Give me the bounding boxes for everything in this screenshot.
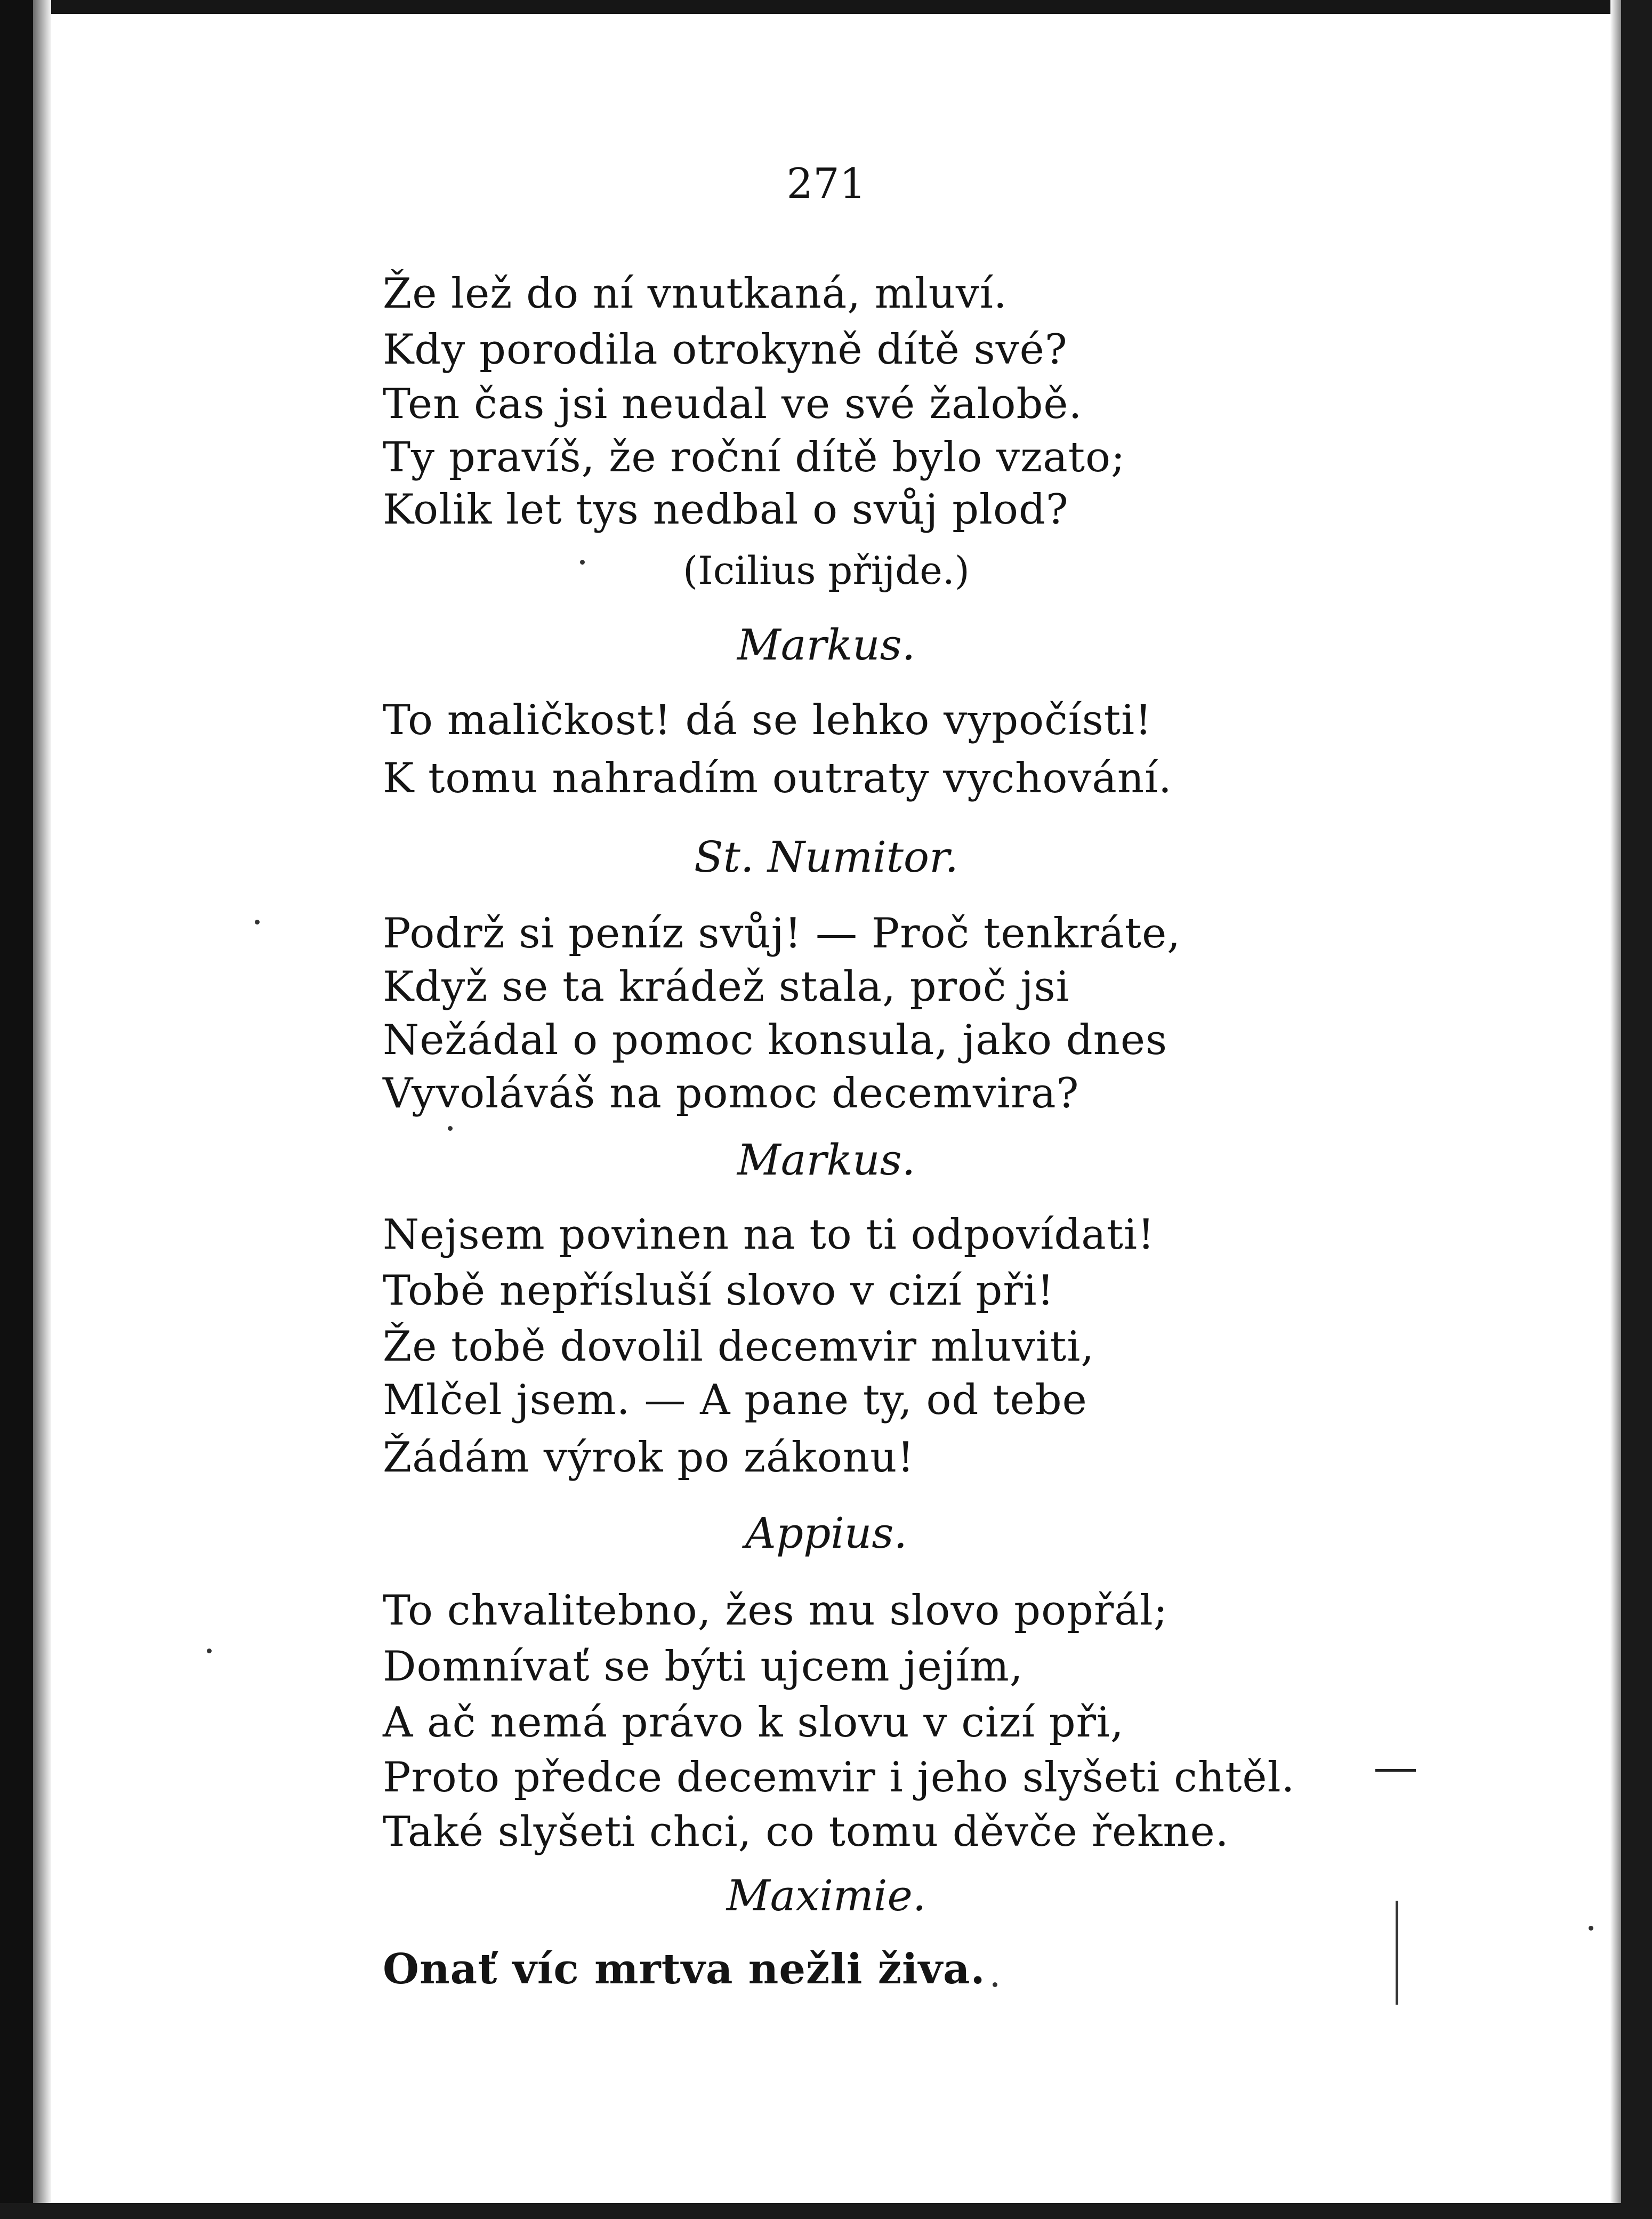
verse-line: Také slyšeti chci, co tomu děvče řekne.: [383, 1808, 1229, 1856]
verse-line: Ty pravíš, že roční dítě bylo vzato;: [383, 433, 1126, 481]
verse-line: Onať víc mrtva nežli živa.: [383, 1945, 986, 1993]
verse-line: Vyvoláváš na pomoc decemvira?: [383, 1070, 1079, 1117]
verse-line: K tomu nahradím outraty vychování.: [383, 754, 1172, 802]
ink-speck: [448, 1126, 453, 1131]
speaker-name: Appius.: [745, 1508, 907, 1558]
verse-line: Kdy porodila otrokyně dítě své?: [383, 326, 1068, 374]
verse-line: Že tobě dovolil decemvir mluviti,: [383, 1323, 1095, 1371]
speaker-name: St. Numitor.: [694, 832, 958, 882]
verse-line: A ač nemá právo k slovu v cizí při,: [383, 1699, 1124, 1747]
verse-line: To maličkost! dá se lehko vypočísti!: [383, 696, 1153, 744]
verse-line: Žádám výrok po zákonu!: [383, 1434, 915, 1482]
ink-speck: [1589, 1926, 1593, 1931]
speaker-name: Maximie.: [726, 1871, 926, 1920]
verse-line: Mlčel jsem. — A pane ty, od tebe: [383, 1376, 1087, 1424]
verse-line: Domnívať se býti ujcem jejím,: [383, 1643, 1024, 1691]
verse-line: Kolik let tys nedbal o svůj plod?: [383, 486, 1069, 534]
verse-line: Nejsem povinen na to ti odpovídati!: [383, 1211, 1155, 1259]
speaker-name: Markus.: [737, 1135, 916, 1185]
ink-speck: [993, 1982, 997, 1987]
verse-line: Proto předce decemvir i jeho slyšeti chtěl.: [383, 1754, 1295, 1802]
verse-line: Že lež do ní vnutkaná, mluví.: [383, 270, 1008, 318]
ink-speck: [207, 1649, 212, 1653]
page-number: 271: [786, 160, 866, 208]
speaker-name: Markus.: [737, 620, 916, 670]
ink-speck: [255, 920, 260, 924]
verse-line: Podrž si peníz svůj! — Proč tenkráte,: [383, 910, 1181, 958]
verse-line: Ten čas jsi neudal ve své žalobě.: [383, 380, 1083, 428]
verse-line: Nežádal o pomoc konsula, jako dnes: [383, 1016, 1168, 1064]
ink-speck: [580, 560, 585, 565]
stage-direction: (Icilius přijde.): [683, 548, 970, 593]
margin-bar-mark: [1396, 1901, 1398, 2005]
verse-line: Když se ta krádež stala, proč jsi: [383, 963, 1070, 1011]
margin-dash-mark: [1375, 1769, 1416, 1772]
verse-line: To chvalitebno, žes mu slovo popřál;: [383, 1587, 1168, 1635]
verse-line: Tobě nepřísluší slovo v cizí při!: [383, 1267, 1054, 1315]
